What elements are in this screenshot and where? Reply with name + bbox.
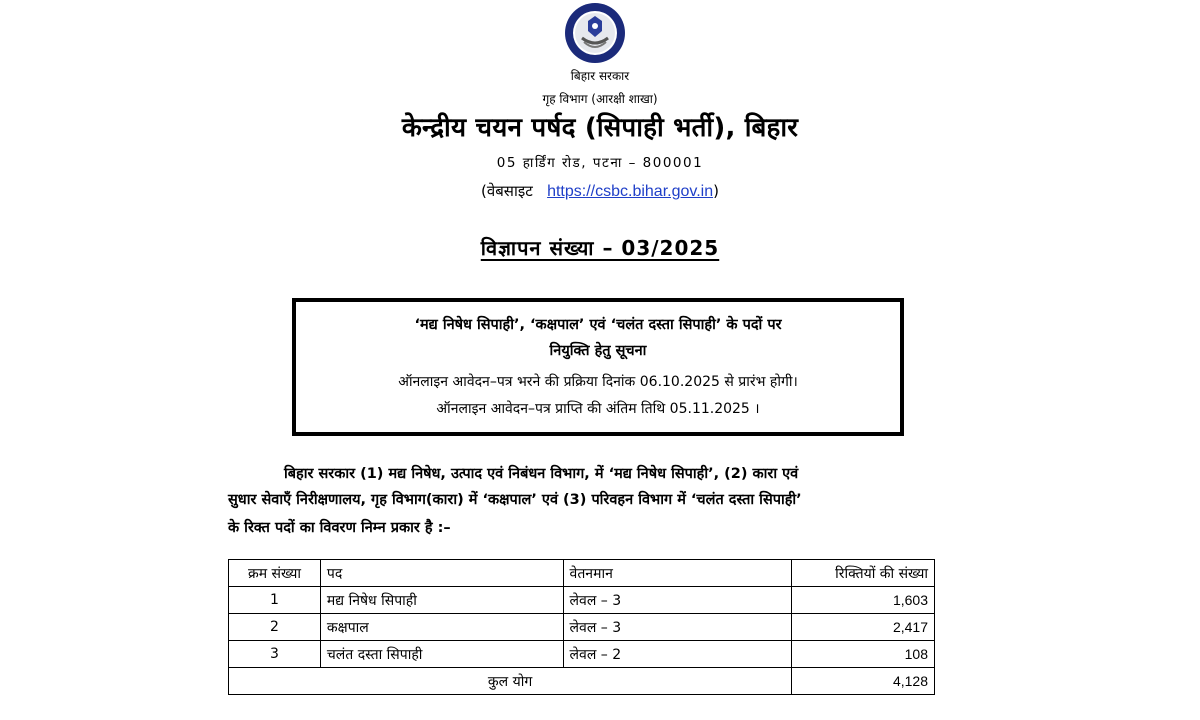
table-row (229, 641, 935, 668)
website-line (0, 181, 1200, 201)
department-name: गृह विभाग (आरक्षी शाखा) (542, 92, 658, 106)
table-row (229, 587, 935, 614)
row-serial: 3 (229, 641, 321, 668)
table-row (229, 614, 935, 641)
website-link[interactable]: https://csbc.bihar.gov.in (547, 183, 714, 200)
row-serial: 2 (229, 614, 321, 641)
row-pay: लेवल – 2 (563, 641, 792, 668)
row-post: कक्षपाल (320, 614, 563, 641)
row-vacancies: 1,603 (792, 587, 935, 614)
table-header-row (229, 560, 935, 587)
row-vacancies: 108 (792, 641, 935, 668)
total-label: कुल योग (229, 668, 792, 695)
row-post: चलंत दस्ता सिपाही (320, 641, 563, 668)
notice-line-posts: ‘मद्य निषेध सिपाही’, ‘कक्षपाल’ एवं ‘चलंत दस्ता सिपाही’ के पदों पर (414, 317, 782, 333)
government-name: बिहार सरकार (570, 69, 630, 83)
total-value: 4,128 (792, 668, 935, 695)
notice-box (292, 298, 904, 436)
header-vacancies: रिक्तियों की संख्या (792, 560, 935, 587)
row-serial: 1 (229, 587, 321, 614)
vacancy-table (228, 559, 935, 695)
advertisement-title: विज्ञापन संख्या – 03/2025 (480, 236, 720, 260)
csbc-emblem-icon (562, 2, 628, 64)
notice-line-start-date: ऑनलाइन आवेदन–पत्र भरने की प्रक्रिया दिनांक 06.10.2025 से प्रारंभ होगी। (398, 374, 798, 390)
table-total-row (229, 668, 935, 695)
website-suffix: ) (713, 182, 719, 200)
website-prefix: (वेबसाइट (481, 182, 533, 200)
board-title: केन्द्रीय चयन पर्षद (सिपाही भर्ती), बिहार (401, 113, 799, 143)
intro-line-2: सुधार सेवाएँ निरीक्षणालय, गृह विभाग(कारा) में ‘कक्षपाल’ एवं (3) परिवहन विभाग में ‘चलंत दस्ता सिपाही’ (228, 492, 802, 508)
notice-line-last-date: ऑनलाइन आवेदन–पत्र प्राप्ति की अंतिम तिथि 05.11.2025 । (436, 401, 760, 417)
row-pay: लेवल – 3 (563, 614, 792, 641)
notice-line-subject: नियुक्ति हेतु सूचना (549, 343, 647, 359)
header-serial: क्रम संख्या (229, 560, 321, 587)
header-post: पद (320, 560, 563, 587)
advertisement-number (0, 234, 1200, 261)
row-vacancies: 2,417 (792, 614, 935, 641)
board-address: 05 हार्डिंग रोड, पटना – 800001 (496, 155, 704, 171)
intro-line-3: के रिक्त पदों का विवरण निम्न प्रकार है :– (228, 520, 451, 536)
header-pay: वेतनमान (563, 560, 792, 587)
intro-line-1: बिहार सरकार (1) मद्य निषेध, उत्पाद एवं निबंधन विभाग, में ‘मद्य निषेध सिपाही’, (2) कारा एवं (284, 466, 799, 482)
row-post: मद्य निषेध सिपाही (320, 587, 563, 614)
row-pay: लेवल – 3 (563, 587, 792, 614)
